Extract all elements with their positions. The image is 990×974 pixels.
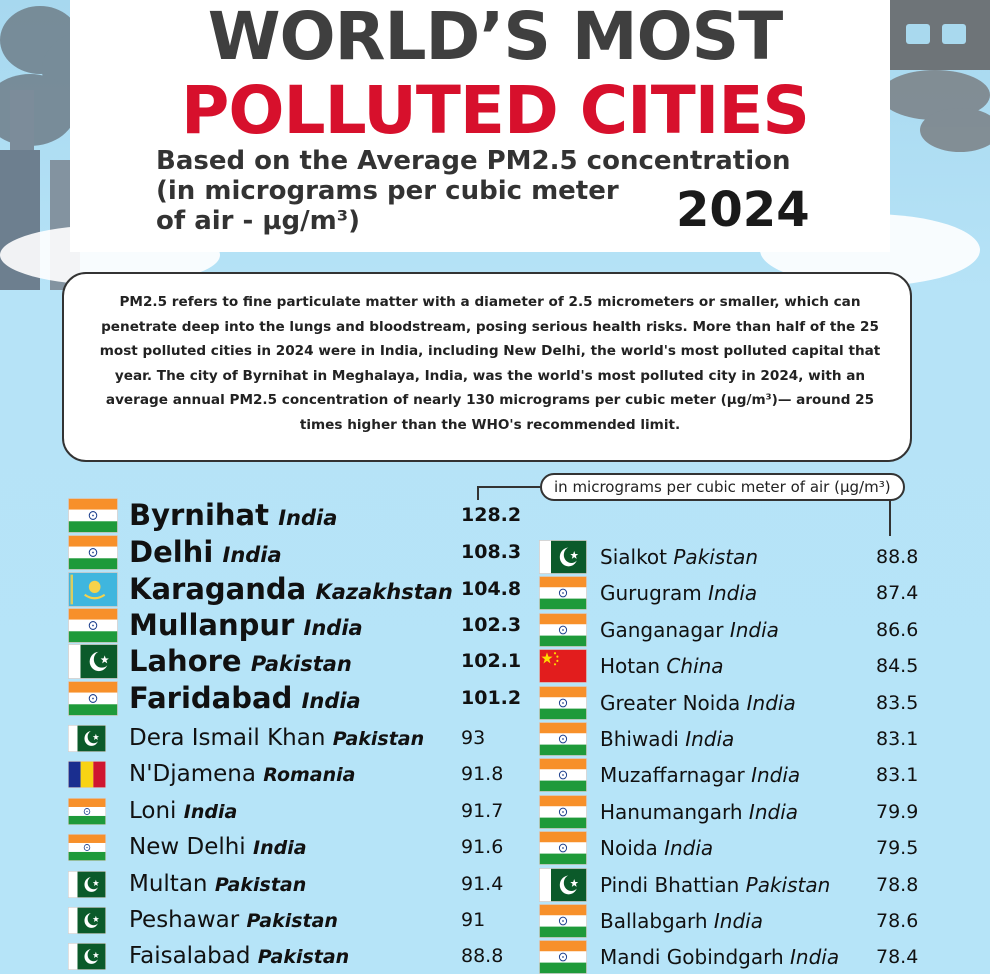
india-flag-icon xyxy=(539,722,587,756)
city-label xyxy=(129,607,363,648)
city-label xyxy=(129,497,337,538)
india-flag-icon xyxy=(539,613,587,647)
pm25-value: 91.6 xyxy=(461,836,504,859)
country-name: India xyxy=(301,689,361,713)
city-label xyxy=(600,721,734,759)
country-name: India xyxy=(664,836,714,861)
city-name: Hotan xyxy=(600,654,661,679)
info-text: PM2.5 refers to fine particulate matter with a diameter of 2.5 micrometers or smaller, which can penetrate deep into the lungs and bloodstream, posing serious health risks. More than half of the 25 most polluted cities in 2024 were in India, including New Delhi, the world's most polluted capital that year. The city of Byrnihat in Meghalaya, India, was the world's most polluted city in 2024, with an average annual PM2.5 concentration of nearly 130 micrograms per cubic meter (µg/m³)— around 25 times higher than the WHO's recommended limit. xyxy=(99,294,881,433)
pm25-value: 91.7 xyxy=(461,799,504,822)
india-flag-icon xyxy=(539,940,587,974)
pm25-value: 88.8 xyxy=(461,945,504,968)
city-label xyxy=(129,720,424,758)
country-name: Romania xyxy=(263,764,356,787)
country-name: Pakistan xyxy=(673,545,759,569)
table-row xyxy=(68,866,521,902)
pm25-value: 91.8 xyxy=(461,763,504,786)
city-label xyxy=(600,867,830,905)
pm25-value: 78.6 xyxy=(876,910,919,932)
table-row xyxy=(68,571,521,607)
india-flag-icon xyxy=(539,576,587,610)
table-row xyxy=(539,539,936,575)
china-flag-icon xyxy=(539,649,587,683)
country-name: India xyxy=(222,543,282,567)
city-name: Dera Ismail Khan xyxy=(129,725,326,751)
table-row xyxy=(539,939,936,974)
city-label xyxy=(129,938,349,974)
table-row xyxy=(539,867,936,903)
pakistan-flag-icon xyxy=(68,907,106,934)
pm25-value: 108.3 xyxy=(461,541,522,563)
table-row xyxy=(68,938,521,974)
table-row xyxy=(539,903,936,939)
pm25-value: 91.4 xyxy=(461,872,504,895)
city-name: Faridabad xyxy=(129,681,293,715)
country-name: India xyxy=(183,800,238,823)
india-flag-icon xyxy=(539,686,587,720)
table-row xyxy=(539,757,936,793)
city-label xyxy=(600,685,796,723)
country-name: India xyxy=(708,581,758,606)
pm25-value: 104.8 xyxy=(461,578,522,600)
pm25-value: 83.5 xyxy=(876,691,919,714)
city-label xyxy=(129,756,355,794)
table-row xyxy=(539,685,936,721)
country-name: Pakistan xyxy=(246,910,338,932)
city-name: Lahore xyxy=(129,644,242,678)
table-row xyxy=(539,575,936,611)
table-row xyxy=(68,680,521,716)
city-label xyxy=(129,643,352,684)
pm25-value: 79.5 xyxy=(876,837,919,860)
pm25-value: 83.1 xyxy=(876,764,919,787)
city-label xyxy=(129,793,237,831)
city-label xyxy=(600,612,779,650)
pm25-value: 78.8 xyxy=(876,873,919,896)
pm25-value: 93 xyxy=(461,727,486,749)
country-name: India xyxy=(303,616,363,640)
city-name: Hanumangarh xyxy=(600,799,743,824)
country-name: Pakistan xyxy=(250,652,352,676)
pm25-value: 83.1 xyxy=(876,728,919,750)
india-flag-icon xyxy=(68,834,106,861)
table-row xyxy=(539,794,936,830)
unit-connector-left-horizontal xyxy=(477,486,540,488)
title-line-1: WORLD’S MOST xyxy=(207,0,783,75)
country-name: Kazakhstan xyxy=(315,580,453,604)
pakistan-flag-icon xyxy=(68,871,106,898)
india-flag-icon xyxy=(68,498,118,533)
year-label: 2024 xyxy=(676,182,810,238)
pakistan-flag-icon xyxy=(539,540,587,574)
city-name: Delhi xyxy=(129,535,214,569)
city-name: Sialkot xyxy=(600,545,668,569)
city-label xyxy=(129,829,307,867)
table-row xyxy=(539,830,936,866)
pm25-value: 101.2 xyxy=(461,687,522,709)
city-label xyxy=(600,648,724,686)
country-name: India xyxy=(278,506,338,530)
india-flag-icon xyxy=(68,535,118,570)
table-row xyxy=(68,607,521,643)
pakistan-flag-icon xyxy=(68,644,118,679)
subtitle-line-2: (in micrograms per cubic meter xyxy=(156,176,619,206)
title-line-2: POLLUTED CITIES xyxy=(181,72,809,149)
india-flag-icon xyxy=(68,681,118,716)
unit-label: in micrograms per cubic meter of air (µg/m³) xyxy=(540,473,905,501)
city-label xyxy=(129,902,338,940)
country-name: India xyxy=(729,617,779,642)
city-name: Bhiwadi xyxy=(600,727,679,751)
pm25-value: 91 xyxy=(461,909,486,931)
pakistan-flag-icon xyxy=(539,868,587,902)
city-name: Multan xyxy=(129,870,208,897)
india-flag-icon xyxy=(68,798,106,825)
city-name: Loni xyxy=(129,797,177,824)
country-name: India xyxy=(685,727,735,751)
subtitle-line-3: of air - µg/m³) xyxy=(156,206,361,236)
india-flag-icon xyxy=(539,831,587,865)
city-name: Faisalabad xyxy=(129,943,251,970)
table-row xyxy=(68,829,521,865)
city-name: Ballabgarh xyxy=(600,909,708,933)
city-name: Muzaffarnagar xyxy=(600,763,745,788)
city-name: Karaganda xyxy=(129,572,307,606)
city-label xyxy=(600,575,757,613)
city-label xyxy=(129,571,453,612)
unit-connector-right-vertical xyxy=(889,500,891,536)
city-label xyxy=(129,534,282,575)
city-name: Peshawar xyxy=(129,907,240,933)
pm25-value: 87.4 xyxy=(876,582,919,605)
city-name: Mandi Gobindgarh xyxy=(600,945,784,970)
country-name: India xyxy=(751,763,801,788)
subtitle-line-1: Based on the Average PM2.5 concentration xyxy=(156,146,791,176)
pakistan-flag-icon xyxy=(68,943,106,970)
country-name: Pakistan xyxy=(257,946,350,969)
table-row xyxy=(68,902,521,938)
city-label xyxy=(600,903,763,941)
country-name: India xyxy=(713,909,763,933)
city-label xyxy=(129,680,361,721)
city-name: Ganganagar xyxy=(600,617,724,642)
country-name: India xyxy=(253,837,307,860)
pm25-value: 86.6 xyxy=(876,618,919,641)
table-row xyxy=(539,612,936,648)
city-label xyxy=(129,866,306,904)
city-name: Greater Noida xyxy=(600,690,741,715)
country-name: China xyxy=(666,654,724,679)
table-row xyxy=(68,534,521,570)
table-row xyxy=(68,756,521,792)
table-row xyxy=(539,648,936,684)
table-row xyxy=(68,720,521,756)
table-row xyxy=(68,643,521,679)
pm25-value: 88.8 xyxy=(876,546,919,568)
country-name: Pakistan xyxy=(214,873,307,896)
city-label xyxy=(600,539,758,577)
pm25-value: 79.9 xyxy=(876,800,919,823)
country-name: India xyxy=(748,799,799,824)
city-name: Pindi Bhattian xyxy=(600,872,740,897)
country-name: Pakistan xyxy=(745,872,831,897)
city-label xyxy=(600,939,839,974)
pakistan-flag-icon xyxy=(68,725,106,752)
pm25-value: 102.3 xyxy=(461,614,522,636)
city-name: Noida xyxy=(600,836,658,861)
table-row xyxy=(68,497,521,533)
kazakhstan-flag-icon xyxy=(68,572,118,607)
table-row xyxy=(539,721,936,757)
city-name: Mullanpur xyxy=(129,608,295,642)
pm25-value: 84.5 xyxy=(876,655,919,678)
pm25-value: 102.1 xyxy=(461,650,522,672)
pm25-value: 128.2 xyxy=(461,504,522,526)
pm25-value: 78.4 xyxy=(876,946,919,969)
info-box xyxy=(62,272,912,462)
city-name: Byrnihat xyxy=(129,498,269,532)
table-row xyxy=(68,793,521,829)
india-flag-icon xyxy=(539,795,587,829)
india-flag-icon xyxy=(68,608,118,643)
city-name: N'Djamena xyxy=(129,761,256,788)
city-label xyxy=(600,830,713,868)
country-name: Pakistan xyxy=(332,728,425,750)
india-flag-icon xyxy=(539,758,587,792)
country-name: India xyxy=(746,690,796,715)
romania-flag-icon xyxy=(68,761,106,788)
city-label xyxy=(600,757,800,795)
city-label xyxy=(600,794,798,832)
india-flag-icon xyxy=(539,904,587,938)
city-name: New Delhi xyxy=(129,834,246,861)
country-name: India xyxy=(790,945,840,970)
city-name: Gurugram xyxy=(600,581,702,606)
